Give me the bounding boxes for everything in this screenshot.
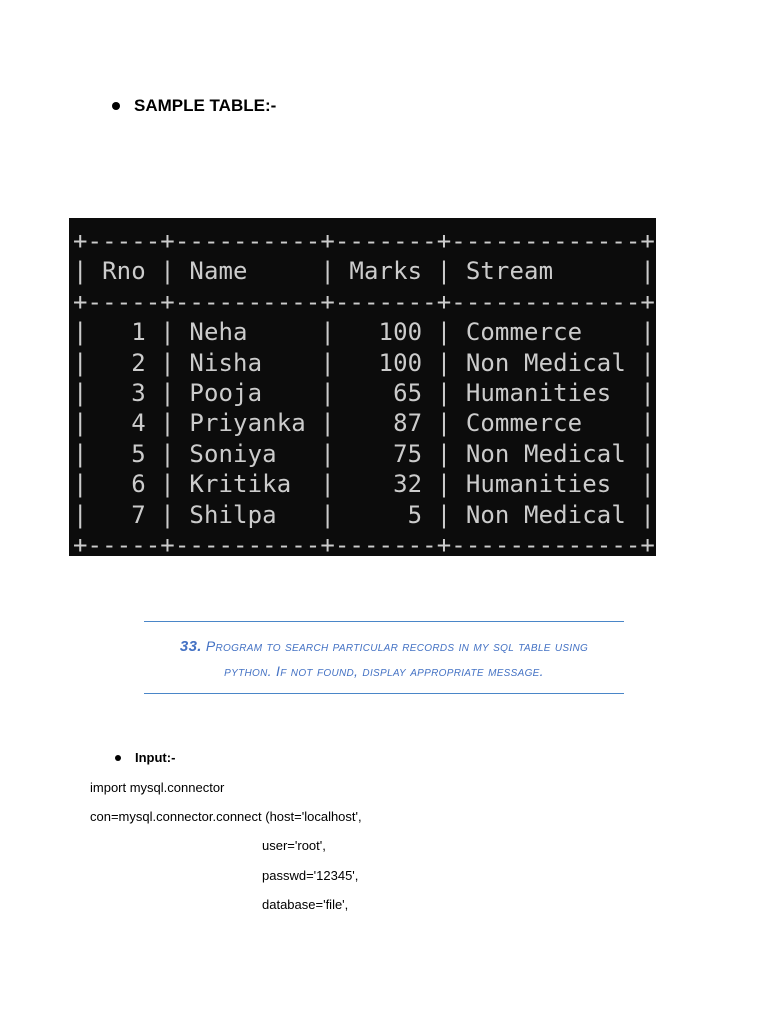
table-header-row: | Rno | Name | Marks | Stream | (73, 257, 655, 286)
bullet-icon (115, 755, 121, 761)
code-line: import mysql.connector (90, 780, 225, 795)
section-rule-top (144, 621, 624, 622)
section-heading-line1 (144, 634, 624, 659)
bullet-icon (112, 102, 120, 110)
input-heading-text: Input:- (135, 750, 176, 765)
section-rule-bottom (144, 693, 624, 694)
table-border-top: +-----+----------+-------+-------------+ (73, 227, 655, 255)
table-row: | 4 | Priyanka | 87 | Commerce | (73, 409, 655, 438)
table-row: | 5 | Soniya | 75 | Non Medical | (73, 439, 655, 468)
terminal-table-screenshot (69, 218, 656, 556)
section-number: 33. (179, 638, 202, 655)
section-title-line2: python. If not found, display appropriate message. (224, 663, 544, 679)
sample-table-heading-text: SAMPLE TABLE:- (134, 96, 277, 115)
table-row: | 7 | Shilpa | 5 | Non Medical | (73, 500, 655, 529)
code-line: con=mysql.connector.connect (host='localhost', (90, 809, 362, 824)
section-title-line1: Program to search particular records in my sql table using (205, 638, 589, 654)
section-heading (144, 634, 624, 683)
terminal-output (73, 226, 656, 556)
table-border-header: +-----+----------+-------+-------------+ (73, 287, 655, 316)
code-line: passwd='12345', (262, 868, 359, 883)
table-row: | 1 | Neha | 100 | Commerce | (73, 318, 655, 347)
table-row: | 3 | Pooja | 65 | Humanities | (73, 378, 655, 407)
sample-table-heading (112, 96, 276, 116)
code-line: user='root', (262, 838, 326, 853)
table-border-bottom: +-----+----------+-------+-------------+ (73, 530, 655, 556)
code-line: database='file', (262, 897, 349, 912)
table-row: | 2 | Nisha | 100 | Non Medical | (73, 348, 655, 377)
input-heading (115, 750, 175, 765)
table-row: | 6 | Kritika | 32 | Humanities | (73, 470, 655, 499)
